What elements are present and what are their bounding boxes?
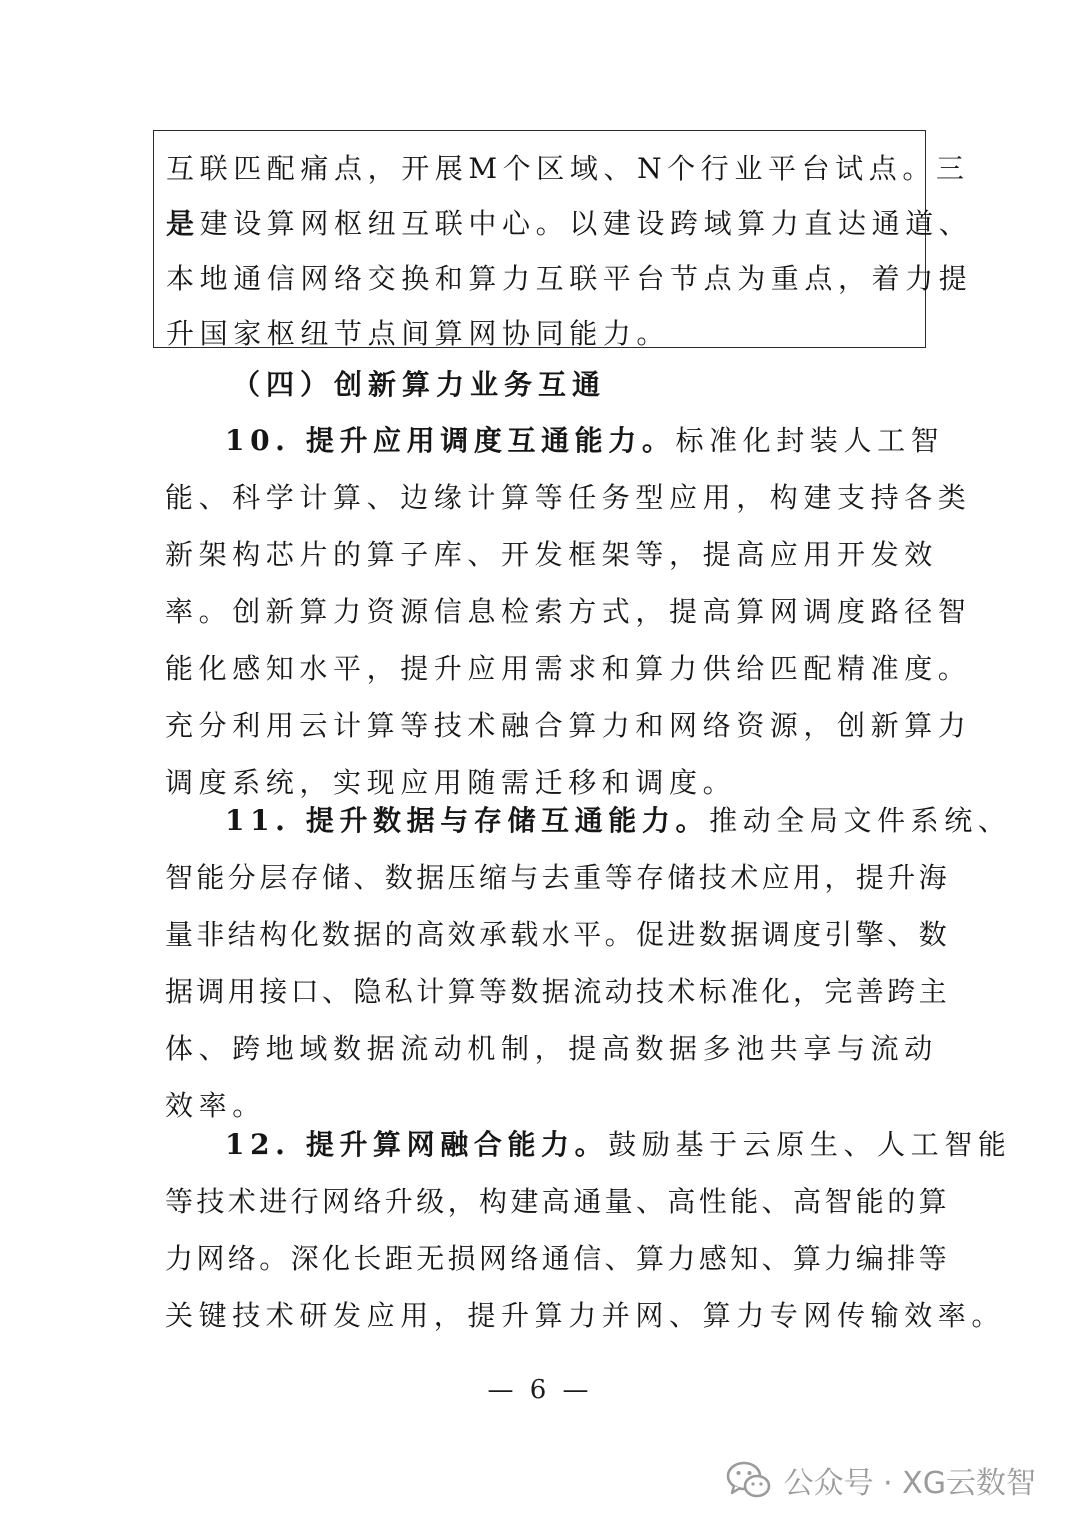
item-10-line-2: 新架构芯片的算子库、开发框架等，提高应用开发效 [165,538,938,571]
item-12-line-2: 力网络。深化长距无损网络通信、算力感知、算力编排等 [165,1242,951,1275]
item-10-title: 10. 提升应用调度互通能力。 [225,424,676,457]
item-12-paragraph [165,1116,1012,1344]
item-11-first-line [165,792,1012,849]
item-11-line-4: 体、跨地域数据流动机制，提高数据多池共享与流动 [165,1032,938,1065]
boxed-line-2 [166,196,973,251]
section-heading: （四）创新算力业务互通 [232,368,607,401]
item-11-line-3: 据调用接口、隐私计算等数据流动技术标准化，完善跨主 [165,975,951,1008]
watermark [726,1450,1036,1510]
item-11-line-5: 效率。 [165,1089,266,1122]
item-11-line-1: 智能分层存储、数据压缩与去重等存储技术应用，提升海 [165,861,951,894]
boxed-line-3: 本地通信网络交换和算力互联平台节点为重点，着力提 [166,262,973,295]
item-10-first-line-rest: 标准化封装人工智 [675,424,945,457]
boxed-line-1: 互联匹配痛点，开展M个区域、N个行业平台试点。三 [166,152,970,185]
item-10-line-6: 调度系统，实现应用随需迁移和调度。 [165,766,737,799]
item-10-line-5: 充分利用云计算等技术融合算力和网络资源，创新算力 [165,709,972,742]
item-11-line-2: 量非结构化数据的高效承载水平。促进数据调度引擎、数 [165,918,951,951]
item-10-line-4: 能化感知水平，提升应用需求和算力供给匹配精准度。 [165,652,972,685]
item-12-line-3: 关键技术研发应用，提升算力并网、算力专网传输效率。 [165,1299,1006,1332]
item-11-paragraph [165,792,1012,1134]
item-11-title: 11. 提升数据与存储互通能力。 [225,804,710,837]
page-number: — 6 — [487,1375,593,1405]
item-10-paragraph [165,412,972,811]
item-12-first-line-rest: 鼓励基于云原生、人工智能 [608,1128,1012,1161]
item-10-first-line [165,412,945,469]
boxed-paragraph [153,130,973,350]
item-10-line-3: 率。创新算力资源信息检索方式，提高算网调度路径智 [165,595,972,628]
boxed-bold-char: 是 [166,207,200,240]
item-12-line-1: 等技术进行网络升级，构建高通量、高性能、高智能的算 [165,1185,951,1218]
item-12-first-line [165,1116,1012,1173]
boxed-line-4: 升国家枢纽节点间算网协同能力。 [166,317,671,350]
watermark-text: 公众号 · XG云数智 [783,1466,1036,1501]
item-11-first-line-rest: 推动全局文件系统、 [709,804,1012,837]
item-12-title: 12. 提升算网融合能力。 [225,1128,609,1161]
wechat-icon [726,1460,772,1500]
item-10-line-1: 能、科学计算、边缘计算等任务型应用，构建支持各类 [165,481,972,514]
boxed-line-2-rest: 建设算网枢纽互联中心。以建设跨域算力直达通道、 [199,207,973,240]
